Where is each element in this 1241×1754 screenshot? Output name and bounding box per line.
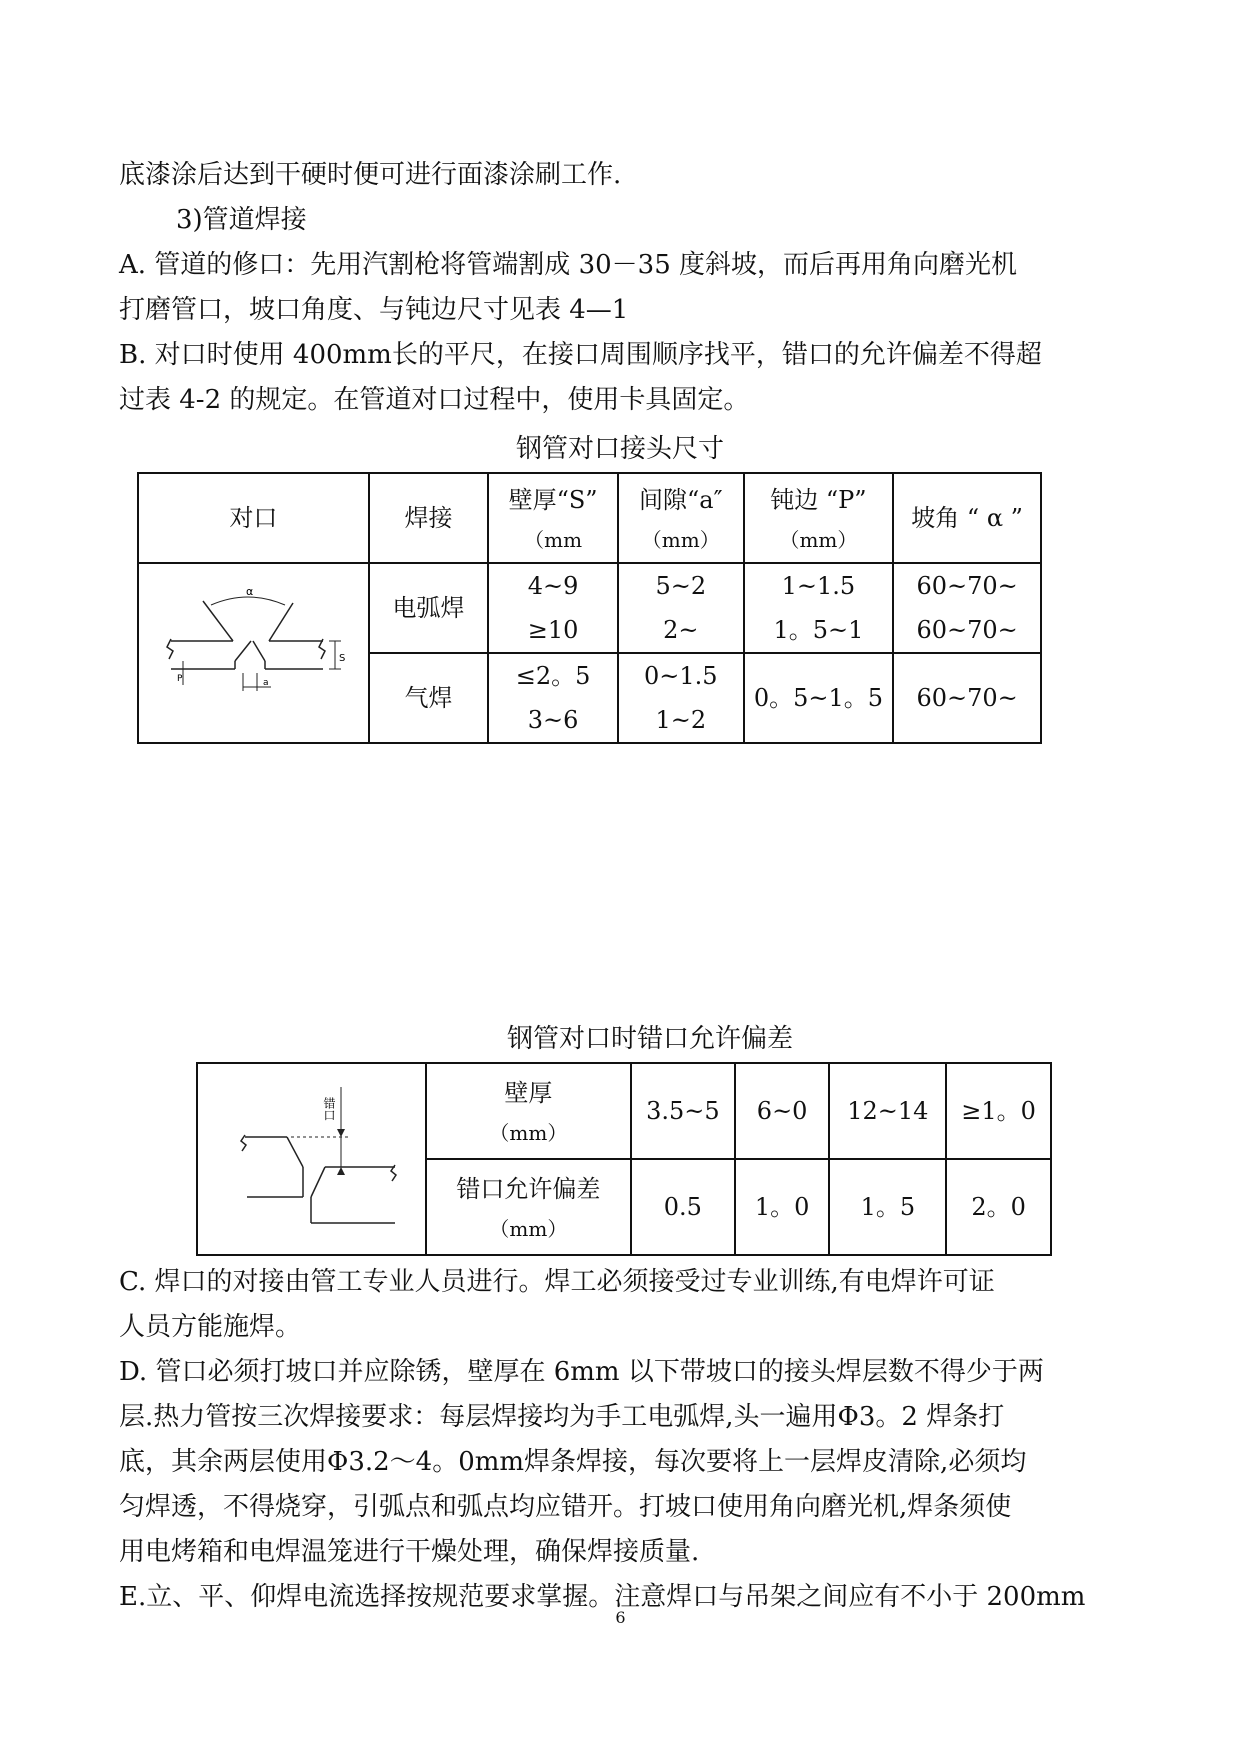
row2-unit: （mm） <box>489 1217 568 1241</box>
label-alpha: α <box>246 585 254 598</box>
row1-label-cell <box>426 1063 631 1159</box>
header-duikou: 对口 <box>138 473 369 563</box>
paragraph-line: D. 管口必须打坡口并应除锈，壁厚在 6mm 以下带坡口的接头焊层数不得少于两 <box>119 1357 1044 1387</box>
cell-gap-2: 2~ <box>663 616 699 644</box>
label-s: S <box>339 653 346 664</box>
header-hanjie: 焊接 <box>369 473 488 563</box>
misalignment-diagram-cell <box>197 1063 426 1255</box>
cell-angle: 60~70~ <box>893 653 1041 743</box>
header-dunbian-unit: （mm） <box>779 528 858 552</box>
cell-thickness-2: ≥10 <box>527 616 579 644</box>
row1-value: 6~0 <box>735 1063 830 1159</box>
paragraph-line: 匀焊透，不得烧穿，引弧点和弧点均应错开。打坡口使用角向磨光机,焊条须使 <box>119 1492 1012 1522</box>
header-jianxi-label: 间隙“a″ <box>639 486 723 514</box>
cell-angle-2: 60~70~ <box>916 616 1018 644</box>
joint-size-table <box>137 472 1042 744</box>
cell-method: 气焊 <box>369 653 488 743</box>
cell-gap-1: 0~1.5 <box>644 662 718 690</box>
cell-thickness-1: ≤2。5 <box>515 662 591 690</box>
header-jianxi-unit: （mm） <box>641 528 720 552</box>
header-pojiao: 坡角 “ α ” <box>893 473 1041 563</box>
header-bihou-label: 壁厚“S” <box>508 486 598 514</box>
row1-unit: （mm） <box>489 1121 568 1145</box>
misalignment-table <box>196 1062 1052 1256</box>
cell-thickness <box>488 653 618 743</box>
cell-gap <box>618 563 744 653</box>
row2-value: 1。5 <box>829 1159 946 1255</box>
cell-angle-1: 60~70~ <box>916 572 1018 600</box>
bevel-joint-diagram <box>153 581 353 711</box>
paragraph-line: 过表 4-2 的规定。在管道对口过程中，使用卡具固定。 <box>119 385 750 415</box>
cell-thickness <box>488 563 618 653</box>
header-dunbian-label: 钝边 “P” <box>770 486 867 514</box>
row2-label: 错口允许偏差 <box>456 1175 601 1203</box>
row2-label-cell <box>426 1159 631 1255</box>
table1-caption: 钢管对口接头尺寸 <box>515 434 724 464</box>
section-heading: 3)管道焊接 <box>176 205 307 235</box>
header-bihou-unit: （mm <box>524 528 583 552</box>
row1-label: 壁厚 <box>504 1079 553 1107</box>
misalignment-diagram <box>211 1077 411 1227</box>
label-a: a <box>263 678 269 688</box>
paragraph-line: 用电烤箱和电焊温笼进行干燥处理，确保焊接质量. <box>119 1537 700 1567</box>
row2-value: 0.5 <box>631 1159 735 1255</box>
row1-value: ≥1。0 <box>946 1063 1051 1159</box>
paragraph-line: C. 焊口的对接由管工专业人员进行。焊工必须接受过专业训练,有电焊许可证 <box>119 1267 995 1297</box>
cell-thickness-2: 3~6 <box>527 706 579 734</box>
cell-gap-1: 5~2 <box>655 572 707 600</box>
paragraph-line: A. 管道的修口：先用汽割枪将管端割成 30－35 度斜坡，而后再用角向磨光机 <box>119 250 1018 280</box>
row1-value: 12~14 <box>829 1063 946 1159</box>
cell-method: 电弧焊 <box>369 563 488 653</box>
row2-value: 1。0 <box>735 1159 830 1255</box>
page-number: 6 <box>615 1608 626 1627</box>
paragraph-line: 人员方能施焊。 <box>119 1312 302 1342</box>
cell-blunt-1: 1~1.5 <box>781 572 856 600</box>
table2-caption: 钢管对口时错口允许偏差 <box>506 1024 793 1054</box>
bevel-joint-diagram-cell <box>138 563 369 743</box>
cell-thickness-1: 4~9 <box>527 572 579 600</box>
cell-gap <box>618 653 744 743</box>
cell-blunt <box>744 563 894 653</box>
paragraph-line: 底漆涂后达到干硬时便可进行面漆涂刷工作. <box>119 160 622 190</box>
header-bihou <box>488 473 618 563</box>
header-dunbian <box>744 473 894 563</box>
cell-angle <box>893 563 1041 653</box>
cell-gap-2: 1~2 <box>655 706 707 734</box>
header-jianxi <box>618 473 744 563</box>
cell-blunt: 0。5~1。5 <box>744 653 894 743</box>
label-p: P <box>177 674 183 684</box>
label-cuokou: 错口 <box>322 1097 337 1121</box>
paragraph-line: B. 对口时使用 400mm长的平尺，在接口周围顺序找平，错口的允许偏差不得超 <box>119 340 1042 370</box>
paragraph-line: E.立、平、仰焊电流选择按规范要求掌握。注意焊口与吊架之间应有不小于 200mm <box>119 1582 1086 1612</box>
paragraph-line: 打磨管口，坡口角度、与钝边尺寸见表 4—1 <box>119 295 629 325</box>
paragraph-line: 底，其余两层使用Φ3.2～4。0mm焊条焊接，每次要将上一层焊皮清除,必须均 <box>119 1447 1027 1477</box>
cell-blunt-2: 1。5~1 <box>773 616 864 644</box>
paragraph-line: 层.热力管按三次焊接要求：每层焊接均为手工电弧焊,头一遍用Φ3。2 焊条打 <box>119 1402 1005 1432</box>
row2-value: 2。0 <box>946 1159 1051 1255</box>
row1-value: 3.5~5 <box>631 1063 735 1159</box>
